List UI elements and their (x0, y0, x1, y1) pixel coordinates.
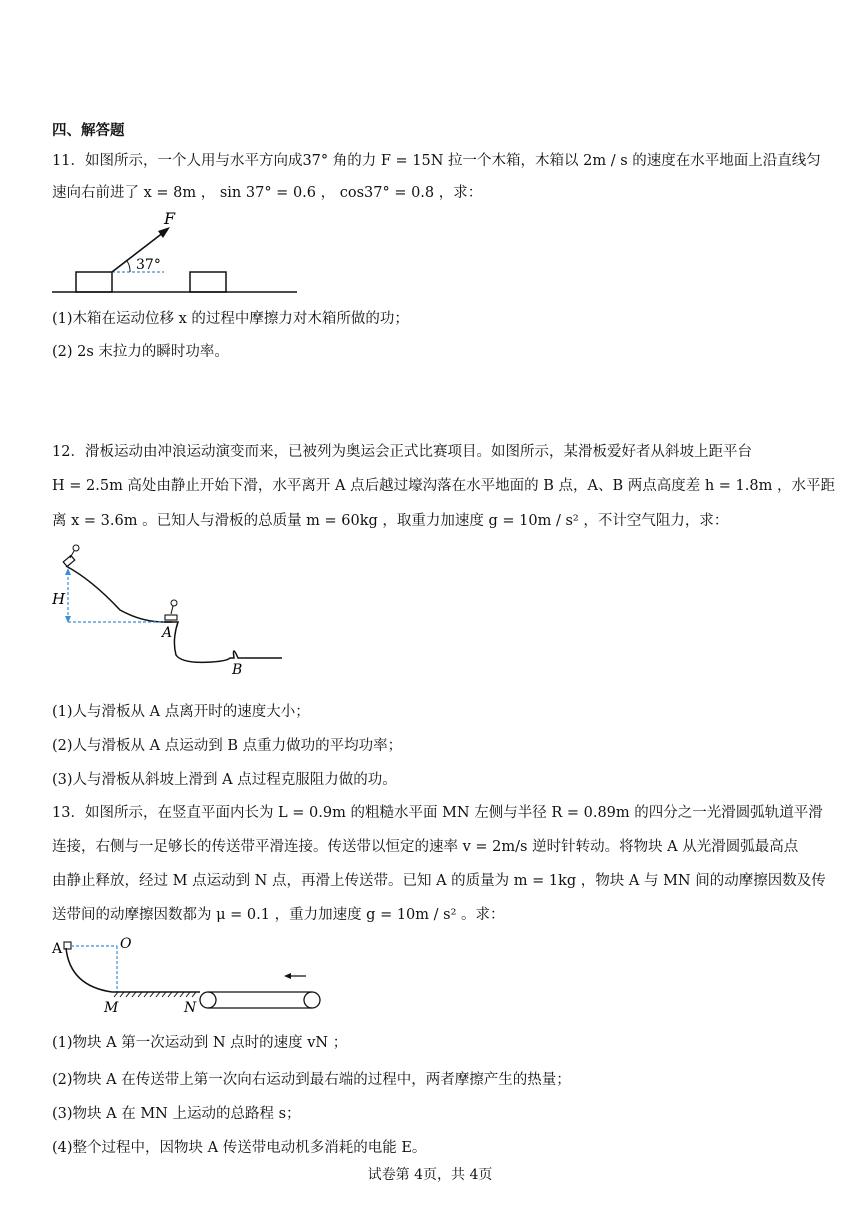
point-m-label: M (104, 1000, 119, 1016)
skater-a-head (171, 600, 177, 606)
crate-initial (76, 272, 112, 292)
page-footer: 试卷第 4页，共 4页 (367, 1167, 493, 1183)
height-label: H (52, 590, 66, 608)
q13-sub4: (4)整个过程中，因物块 A 传送带电动机多消耗的电能 E。 (52, 1140, 427, 1156)
angle-label: 37° (136, 257, 161, 273)
point-n-label: N (184, 1000, 197, 1016)
q11-text-line1: 11．如图所示，一个人用与水平方向成37° 角的力 F = 15N 拉一个木箱，木箱以 2m / s 的速度在水平地面上沿直线匀 (52, 153, 821, 169)
belt-left-roller (200, 992, 216, 1008)
center-o-label: O (120, 936, 132, 952)
q12-text-line1: 12．滑板运动由冲浪运动演变而来，已被列为奥运会正式比赛项目。如图所示，某滑板爱好者从斜坡上距平台 (52, 444, 752, 460)
skater-top-board (63, 555, 75, 566)
q12-sub3: (3)人与滑板从斜坡上滑到 A 点过程克服阻力做的功。 (52, 772, 397, 788)
q11-figure (52, 208, 302, 298)
q11-sub1: (1)木箱在运动位移 x 的过程中摩擦力对木箱所做的功； (52, 311, 409, 327)
arc-and-surface (66, 948, 200, 992)
q13-text-line3: 由静止释放，经过 M 点运动到 N 点，再滑上传送带。已知 A 的质量为 m = 1kg ，物块 A 与 MN 间的动摩擦因数及传 (52, 873, 826, 889)
crate-final (190, 272, 226, 292)
q13-text-line2: 连接，右侧与一足够长的传送带平滑连接。传送带以恒定的速率 v = 2m/s 逆时针转动。将物块 A 从光滑圆弧最高点 (52, 839, 799, 855)
block-a (64, 942, 71, 949)
q12-figure (52, 540, 292, 682)
q12-sub2: (2)人与滑板从 A 点运动到 B 点重力做功的平均功率； (52, 738, 403, 754)
point-b-label: B (232, 662, 243, 678)
block-a-label: A (52, 941, 63, 957)
q11-text-line2: 速向右前进了 x = 8m ， sin 37° = 0.6 ， cos37° = 0.8 ，求： (52, 185, 483, 201)
q13-figure (50, 934, 340, 1019)
q13-sub3: (3)物块 A 在 MN 上运动的总路程 s； (52, 1106, 301, 1122)
q13-text-line4: 送带间的动摩擦因数都为 μ = 0.1 ，重力加速度 g = 10m / s² 。求： (52, 907, 505, 923)
q11-sub2: (2) 2s 末拉力的瞬时功率。 (52, 344, 229, 360)
angle-arc (127, 261, 130, 272)
q13-text-line1: 13．如图所示，在竖直平面内长为 L = 0.9m 的粗糙水平面 MN 左侧与半径 R = 0.89m 的四分之一光滑圆弧轨道平滑 (52, 805, 823, 821)
section-header: 四、解答题 (52, 122, 125, 139)
q13-sub1: (1)物块 A 第一次运动到 N 点时的速度 vN ； (52, 1035, 348, 1051)
q13-sub2: (2)物块 A 在传送带上第一次向右运动到最右端的过程中，两者摩擦产生的热量； (52, 1072, 571, 1088)
skater-top-head (73, 545, 79, 551)
slope-curve (66, 566, 172, 622)
q12-text-line2: H = 2.5m 高处由静止开始下滑，水平离开 A 点后越过壕沟落在水平地面的 B 点，A、B 两点高度差 h = 1.8m ，水平距 (52, 478, 835, 494)
skater-a-board (165, 615, 177, 620)
q12-text-line3: 离 x = 3.6m 。已知人与滑板的总质量 m = 60kg ，取重力加速度 g = 10m / s² ，不计空气阻力，求： (52, 513, 729, 529)
point-a-label: A (162, 625, 173, 641)
force-arrowhead (158, 227, 170, 238)
ditch-path (164, 622, 282, 662)
force-label: F (164, 209, 176, 228)
belt-right-roller (304, 992, 320, 1008)
q12-sub1: (1)人与滑板从 A 点离开时的速度大小； (52, 704, 310, 720)
